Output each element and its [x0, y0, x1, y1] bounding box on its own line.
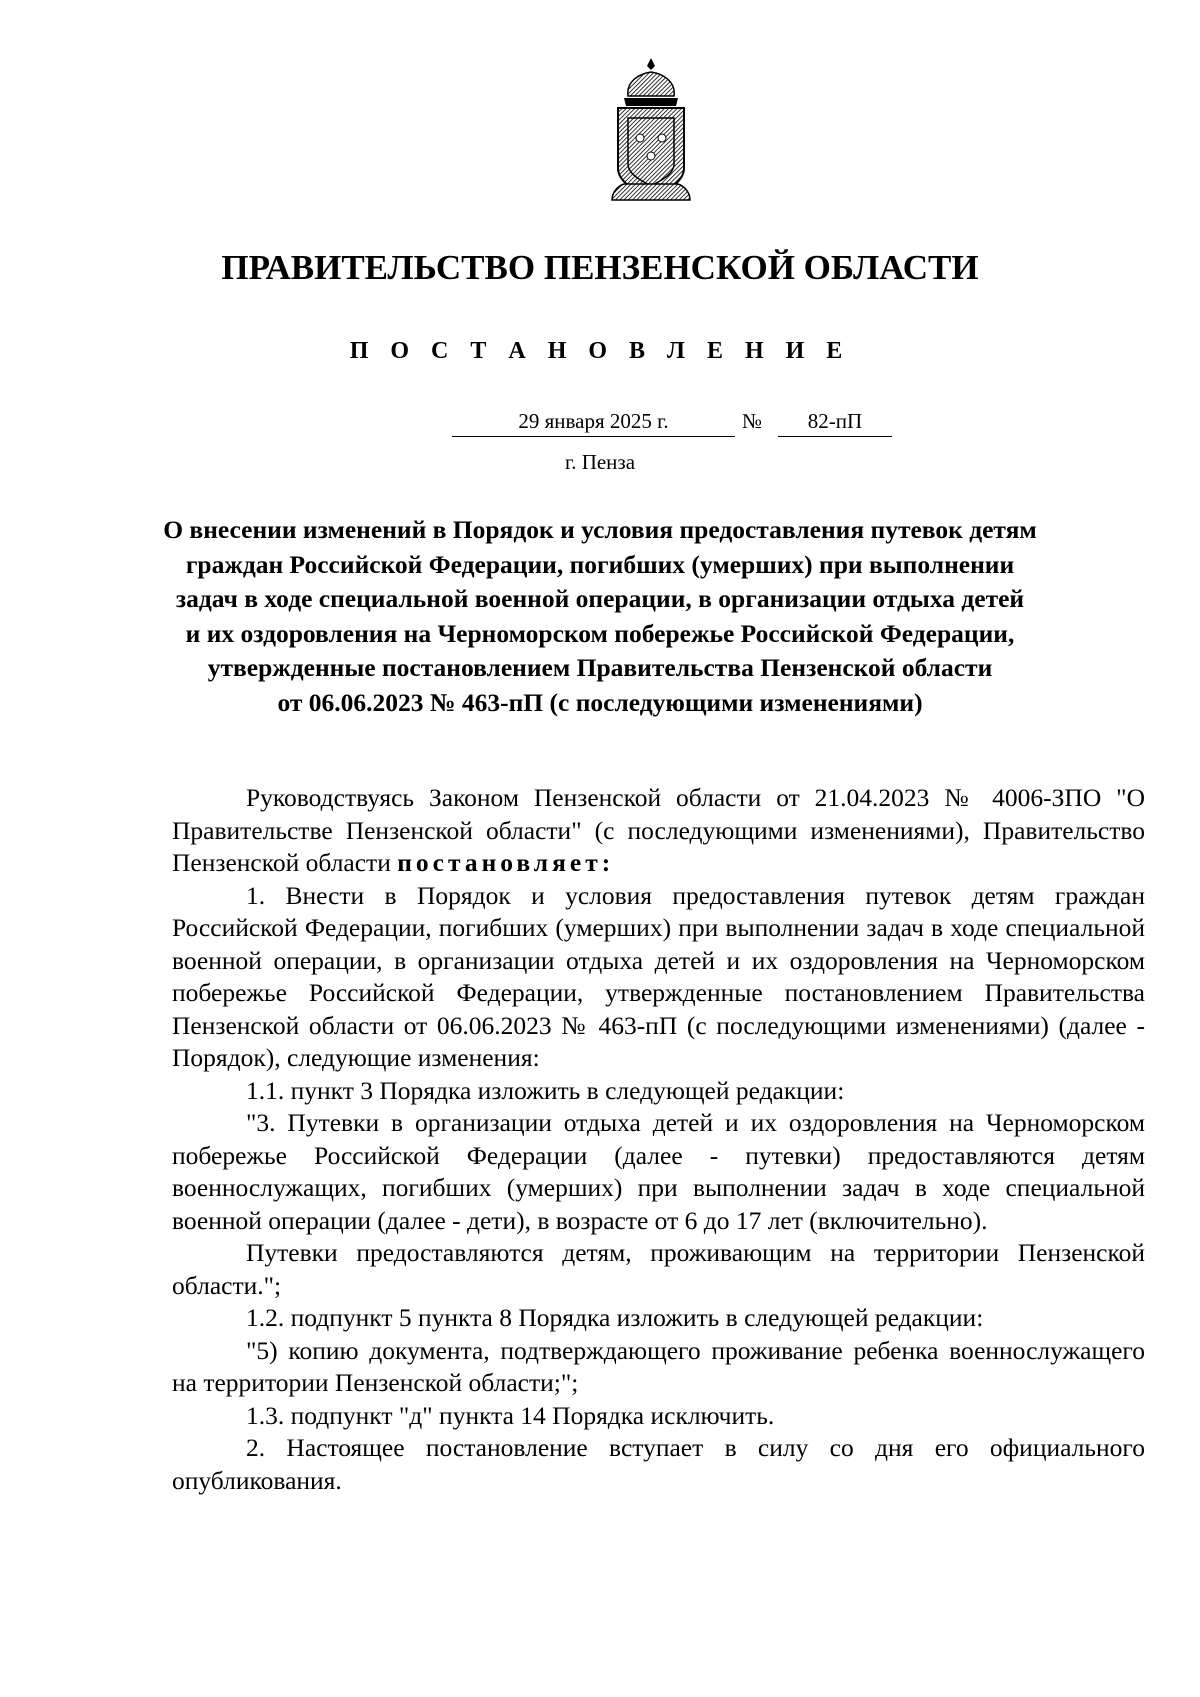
resolves-word: постановляет:: [397, 848, 615, 877]
title-line: О внесении изменений в Порядок и условия предоставления путевок детям: [163, 515, 1037, 544]
title-line: граждан Российской Федерации, погибших (умерших) при выполнении: [185, 549, 1015, 579]
paragraph-1-2: 1.2. подпункт 5 пункта 8 Порядка изложить в следующей редакции:: [246, 1303, 984, 1332]
paragraph-1-2-quote: "5) копию документа, подтверждающего проживание ребенка военнослужащего на территории Пензенской области;";: [172, 1335, 1145, 1397]
preamble-text: Руководствуясь Законом Пензенской области от 21.04.2023 № 4006-ЗПО "О Правительстве Пензенской области" (с последующими изменениями), Правительство Пензенской области: [172, 783, 1145, 877]
preamble-paragraph: [172, 782, 1145, 880]
title-line: задач в ходе специальной военной операции, в организации отдыха детей: [175, 584, 1025, 613]
resolution-body: [172, 782, 1145, 1497]
city-name: г. Пенза: [564, 450, 636, 474]
paragraph-1-1: 1.1. пункт 3 Порядка изложить в следующей редакции:: [246, 1075, 845, 1105]
paragraph-1-1-quote-b: Путевки предоставляются детям, проживающим на территории Пензенской области.";: [172, 1238, 1145, 1300]
resolution-date: 29 января 2025 г.: [452, 409, 735, 437]
resolution-title: [150, 513, 1050, 720]
organization-name: ПРАВИТЕЛЬСТВО ПЕНЗЕНСКОЙ ОБЛАСТИ: [221, 248, 979, 287]
title-line: утвержденные постановлением Правительства Пензенской области: [207, 653, 993, 682]
paragraph-2: 2. Настоящее постановление вступает в силу со дня его официального опубликования.: [172, 1433, 1145, 1495]
title-line: от 06.06.2023 № 463-пП (с последующими изменениями): [277, 687, 923, 717]
resolution-number: 82-пП: [778, 409, 892, 437]
coat-of-arms-emblem: [606, 56, 696, 206]
paragraph-1: 1. Внести в Порядок и условия предоставления путевок детям граждан Российской Федерации, погибших (умерших) при выполнении задач в ходе специальной военной операции, в организации отдыха детей и их оздоровления на Черноморском побережье Российской Федерации, утвержденные постановлением Правительства Пензенской области от 06.06.2023 № 463-пП (с последующими изменениями) (далее - Порядок), следующие изменения:: [172, 880, 1145, 1072]
title-line: и их оздоровления на Черноморском побережье Российской Федерации,: [185, 618, 1015, 648]
number-sign: №: [742, 409, 763, 433]
paragraph-1-3: 1.3. подпункт "д" пункта 14 Порядка исключить.: [246, 1400, 775, 1430]
paragraph-1-1-quote-a: "3. Путевки в организации отдыха детей и их оздоровления на Черноморском побережье Российской Федерации (далее - путевки) предоставляются детям военнослужащих, погибших (умерших) при выполнении задач в ходе специальной военной операции (далее - дети), в возрасте от 6 до 17 лет (включительно).: [172, 1108, 1145, 1235]
document-type: П О С Т А Н О В Л Е Н И Е: [349, 338, 851, 364]
